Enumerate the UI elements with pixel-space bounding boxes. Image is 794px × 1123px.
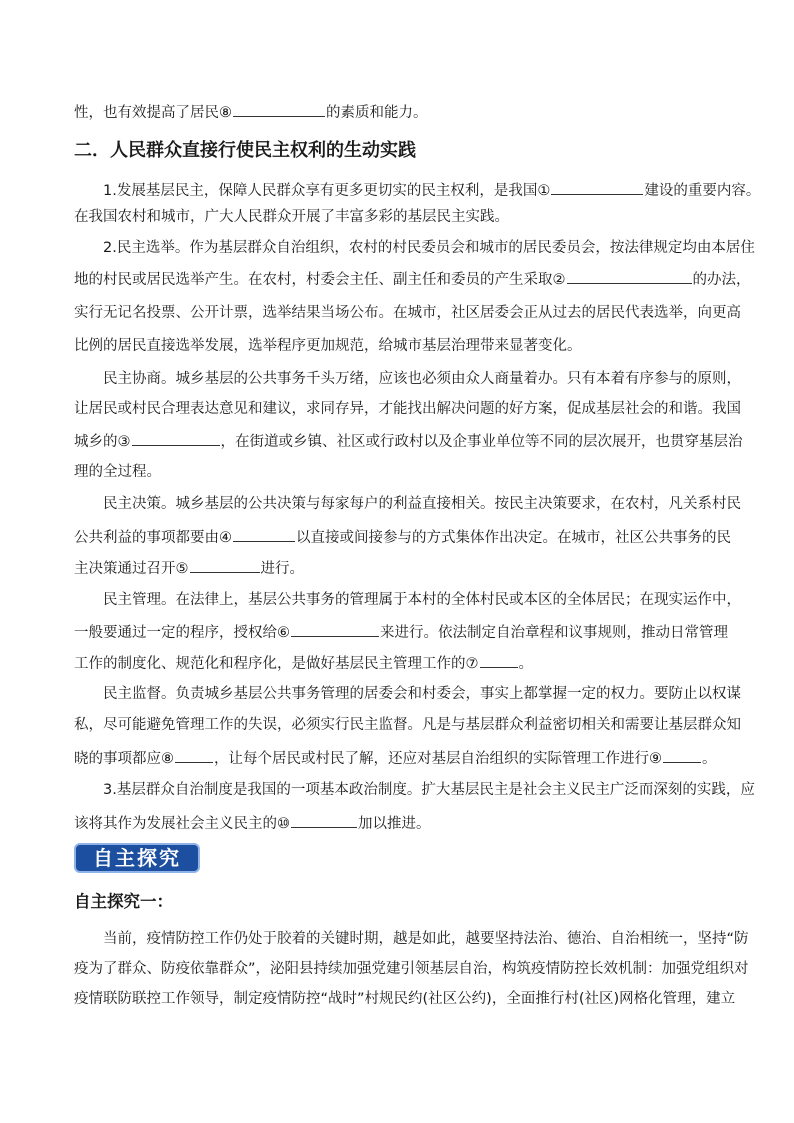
fill-blank[interactable] [175, 747, 213, 763]
text-line: 民主管理。在法律上，基层公共事务的管理属于本村的全体村民或本区的全体居民；在现实运作中， [103, 592, 741, 608]
text-line [74, 268, 751, 290]
text-line: 实行无记名投票、公开计票，选举结果当场公布。在城市，社区居委会正从过去的居民代表选举，向更高 [74, 305, 741, 321]
fill-blank[interactable] [291, 621, 379, 637]
text-segment: 该将其作为发展社会主义民主的⑩ [74, 816, 290, 832]
text-segment: 公共利益的事项都要由④ [74, 530, 232, 546]
fill-blank[interactable] [190, 557, 260, 573]
sub-heading: 自主探究一： [74, 892, 173, 911]
text-line [103, 179, 760, 201]
text-segment: ，在街道或乡镇、社区或行政村以及企事业单位等不同的层次展开，也贯穿基层治 [220, 434, 743, 450]
fill-blank[interactable] [567, 268, 692, 284]
text-line: 在我国农村和城市，广大人民群众开展了丰富多彩的基层民主实践。 [74, 209, 509, 225]
fill-blank[interactable] [132, 430, 220, 446]
text-segment: ，让每个居民或村民了解，还应对基层自治组织的实际管理工作进行⑨ [214, 751, 662, 767]
text-segment: 加以推进。 [358, 816, 431, 832]
text-line: 疫情联防联控工作领导，制定疫情防控“战时”村规民约(社区公约)，全面推行村(社区)网格化管理，建立 [74, 991, 736, 1007]
text-line [74, 430, 743, 452]
text-segment: 以直接或间接参与的方式集体作出决定。在城市，社区公共事务的民 [296, 530, 731, 546]
text-line: 2.民主选举。作为基层群众自治组织，农村的村民委员会和城市的居民委员会，按法律规定均由本居住 [103, 240, 755, 256]
text-line [74, 621, 728, 643]
text-line [74, 526, 731, 548]
fill-blank[interactable] [663, 747, 701, 763]
fill-blank[interactable] [233, 526, 295, 542]
text-line: 私，尽可能避免管理工作的失误，必须实行民主监督。凡是与基层群众利益密切相关和需要让基层群众知 [74, 717, 741, 733]
text-segment: 地的村民或居民选举产生。在农村，村委会主任、副主任和委员的产生采取② [74, 272, 566, 288]
text-line: 疫为了群众、防疫依靠群众”，泌阳县持续加强党建引领基层自治，构筑疫情防控长效机制：加强党组织对 [74, 961, 749, 977]
text-segment: 一般要通过一定的程序，授权给⑥ [74, 625, 290, 641]
text-line [74, 747, 717, 769]
text-line: 理的全过程。 [74, 464, 161, 480]
text-segment: 的办法， [692, 272, 751, 288]
text-line [74, 812, 431, 834]
text-line [74, 557, 304, 579]
text-line: 民主监督。负责城乡基层公共事务管理的居委会和村委会，事实上都掌握一定的权力。要防止以权谋 [103, 686, 741, 702]
fill-blank[interactable] [233, 101, 325, 117]
fill-blank[interactable] [480, 652, 518, 668]
section-heading: 二．人民群众直接行使民主权利的生动实践 [74, 140, 416, 161]
text-segment: 。 [702, 751, 717, 767]
text-line: 3.基层群众自治制度是我国的一项基本政治制度。扩大基层民主是社会主义民主广泛而深刻的实践，应 [103, 782, 755, 798]
text-segment: 晓的事项都应⑧ [74, 751, 174, 767]
text-segment: 主决策通过召开⑤ [74, 561, 189, 577]
text-segment: 性，也有效提高了居民⑧ [74, 105, 232, 121]
fill-blank[interactable] [551, 179, 643, 195]
text-segment: 工作的制度化、规范化和程序化，是做好基层民主管理工作的⑦ [74, 656, 479, 672]
text-segment: 来进行。依法制定自治章程和议事规则，推动日常管理 [380, 625, 728, 641]
text-line: 民主决策。城乡基层的公共决策与每家每户的利益直接相关。按民主决策要求，在农村，凡关系村民 [103, 496, 741, 512]
text-line [74, 652, 533, 674]
text-line: 民主协商。城乡基层的公共事务千头万绪，应该也必须由众人商量着办。只有本着有序参与的原则， [103, 371, 741, 387]
text-segment: 城乡的③ [74, 434, 131, 450]
text-line: 让居民或村民合理表达意见和建议，求同存异，才能找出解决问题的好方案，促成基层社会的和谐。我国 [74, 401, 741, 417]
text-segment: 进行。 [260, 561, 304, 577]
text-segment: 。 [518, 656, 533, 672]
text-line: 当前，疫情防控工作仍处于胶着的关键时期，越是如此，越要坚持法治、德治、自治相统一，坚持“防 [103, 931, 749, 947]
section-badge: 自主探究 [74, 843, 200, 873]
fill-blank[interactable] [291, 812, 357, 828]
text-segment: 1.发展基层民主，保障人民群众享有更多更切实的民主权利，是我国① [103, 183, 551, 199]
text-line [74, 101, 428, 123]
text-segment: 建设的重要内容。 [644, 183, 761, 199]
text-line: 比例的居民直接选举发展，选举程序更加规范，给城市基层治理带来显著变化。 [74, 338, 582, 354]
text-segment: 的素质和能力。 [326, 105, 428, 121]
